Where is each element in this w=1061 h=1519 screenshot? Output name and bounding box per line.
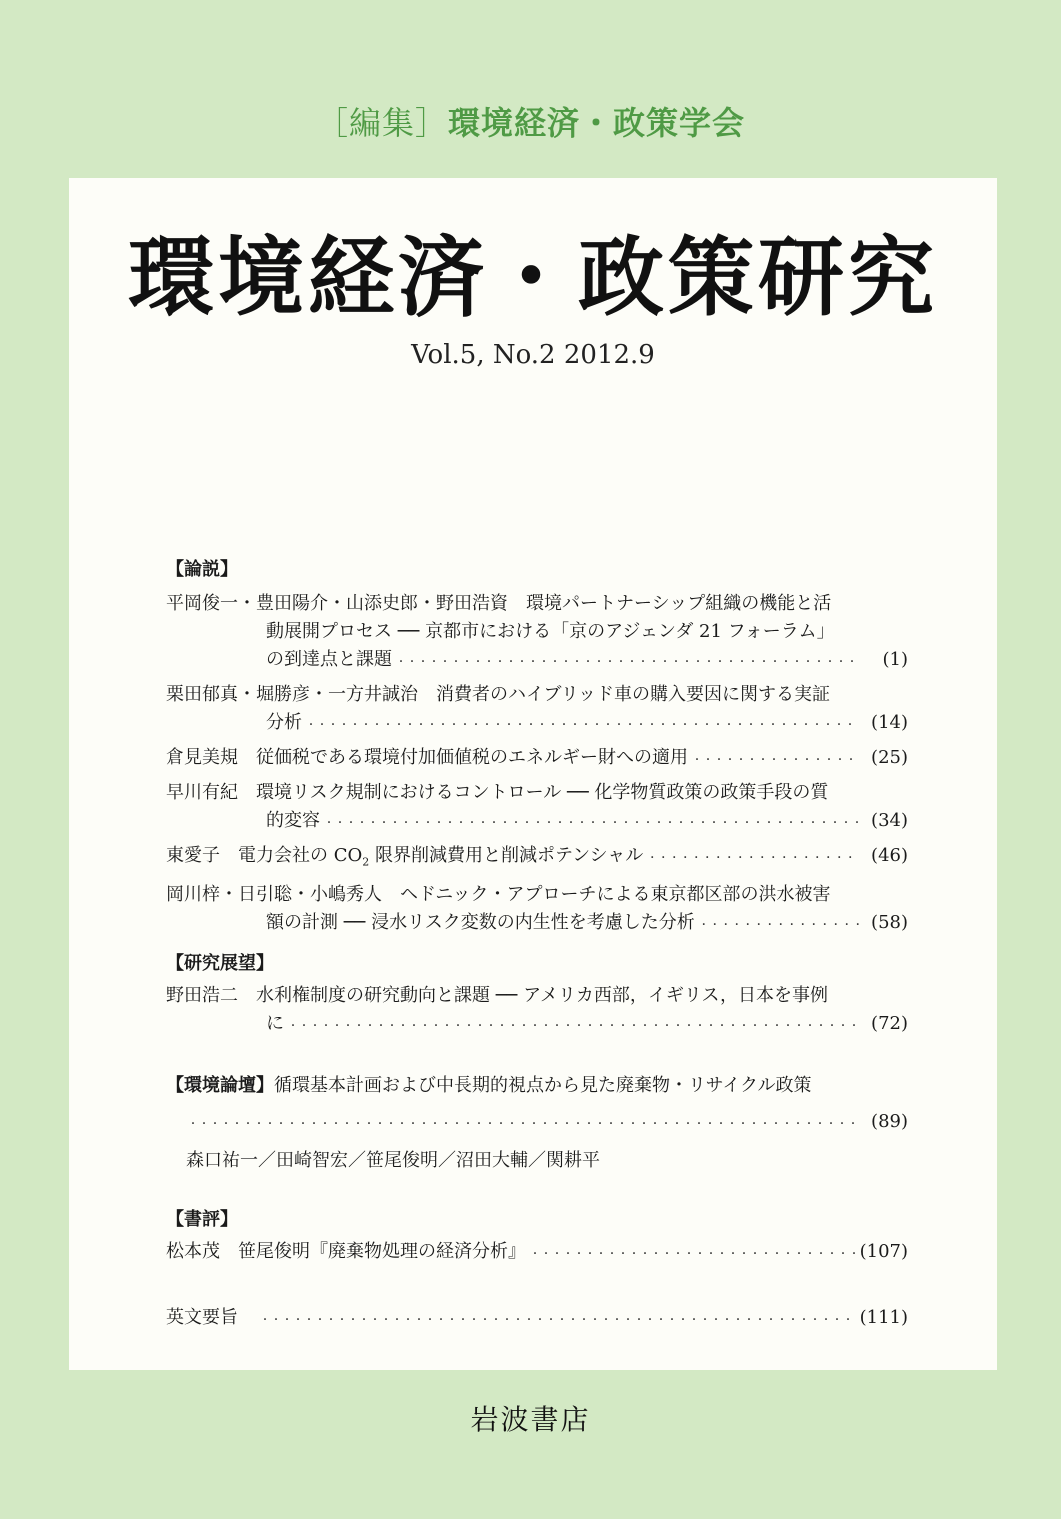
entry-line: 従価税である環境付加価値税のエネルギー財への適用	[256, 747, 688, 768]
entry-author: 東愛子	[166, 845, 220, 866]
entry-leader	[166, 709, 908, 740]
page-number: (58)	[871, 911, 908, 933]
entry-line: の到達点と課題	[266, 649, 392, 670]
toc-shohyo	[166, 1206, 908, 1269]
journal-title: 環境経済・政策研究	[128, 228, 938, 328]
page-number: (1)	[882, 649, 908, 670]
entry-line: 循環基本計画および中長期的視点から見た廃棄物・リサイクル政策	[274, 1075, 812, 1096]
entry-leader	[166, 1010, 908, 1041]
entry-leader	[166, 909, 908, 940]
entry-author: 早川有紀	[166, 782, 238, 803]
entry-line: 栗田郁真・堀勝彦・一方井誠治 消費者のハイブリッド車の購入要因に関する実証	[166, 684, 831, 705]
dot-leader	[699, 909, 860, 940]
dot-leader	[324, 807, 860, 838]
toc-entry[interactable]	[166, 982, 908, 1041]
dot-leader	[306, 709, 860, 740]
entry-line: 水利権制度の研究動向と課題 ── アメリカ西部，イギリス，日本を事例	[256, 985, 829, 1006]
volume-info: Vol.5, No.2 2012.9	[411, 340, 655, 370]
editor-bracket: ［編集］	[315, 104, 448, 142]
toc-entry[interactable]	[166, 779, 908, 838]
entry-author: 松本茂	[166, 1241, 220, 1262]
entry-line: 額の計測 ── 浸水リスク変数の内生性を考慮した分析	[266, 911, 695, 933]
toc-kenkyu	[166, 950, 908, 1041]
entry-leader	[166, 1108, 908, 1139]
toc-entry[interactable]	[166, 590, 908, 677]
entry-line: 的変容	[266, 810, 320, 831]
editor-line	[0, 98, 1061, 144]
section-heading: 【環境論壇】	[166, 1075, 274, 1096]
page-number: (89)	[871, 1111, 908, 1132]
entry-leader	[166, 646, 908, 677]
dot-leader	[396, 646, 860, 677]
dot-leader	[288, 1010, 860, 1041]
toc-entry[interactable]	[166, 1238, 908, 1269]
page-number: (111)	[859, 1307, 908, 1328]
toc-entry[interactable]	[166, 1304, 908, 1335]
entry-line: 環境リスク規制におけるコントロール ── 化学物質政策の政策手段の質	[256, 782, 829, 803]
page-number: (107)	[859, 1241, 908, 1262]
entry-line: 動展開プロセス ── 京都市における「京のアジェンダ 21 フォーラム」	[266, 621, 835, 642]
dot-leader	[647, 842, 860, 873]
toc-ronsetsu	[166, 556, 908, 940]
toc-kankyo	[166, 1072, 908, 1175]
toc-entry[interactable]	[166, 1072, 908, 1100]
entry-line: 分析	[266, 712, 302, 733]
dot-leader	[692, 744, 860, 775]
page-number: (25)	[871, 747, 908, 768]
entry-line: 岡川梓・日引聡・小嶋秀人 ヘドニック・アプローチによる東京都区部の洪水被害	[166, 883, 831, 905]
entry-line: に	[266, 1013, 284, 1034]
toc-abstract	[166, 1304, 908, 1335]
page-number: (46)	[871, 845, 908, 866]
toc-entry[interactable]	[166, 881, 908, 940]
toc-entry[interactable]	[166, 842, 908, 877]
toc-entry[interactable]	[166, 744, 908, 775]
page-number: (14)	[871, 712, 908, 733]
dot-leader	[188, 1108, 860, 1139]
dot-leader	[530, 1238, 856, 1269]
forum-authors: 森口祐一／田崎智宏／笹尾俊明／沼田大輔／関耕平	[186, 1150, 600, 1171]
page-number: (72)	[871, 1013, 908, 1034]
toc-entry[interactable]	[166, 681, 908, 740]
entry-author: 英文要旨	[166, 1307, 238, 1328]
entry-line: 笹尾俊明『廃棄物処理の経済分析』	[238, 1241, 526, 1262]
entry-line: 平岡俊一・豊田陽介・山添史郎・野田浩資 環境パートナーシップ組織の機能と活	[166, 593, 832, 614]
publisher-name: 岩波書店	[470, 1403, 591, 1436]
section-heading: 【研究展望】	[166, 953, 274, 974]
dot-leader	[260, 1304, 856, 1335]
page-number: (34)	[871, 810, 908, 831]
entry-author: 野田浩二	[166, 985, 238, 1006]
entry-leader	[166, 807, 908, 838]
society-name: 環境経済・政策学会	[448, 104, 746, 142]
section-heading: 【書評】	[166, 1209, 238, 1230]
section-heading: 【論説】	[166, 559, 238, 580]
entry-line: 電力会社の $CO_2$ 限界削減費用と削減ポテンシャル	[238, 845, 644, 869]
entry-author: 倉見美規	[166, 747, 238, 768]
